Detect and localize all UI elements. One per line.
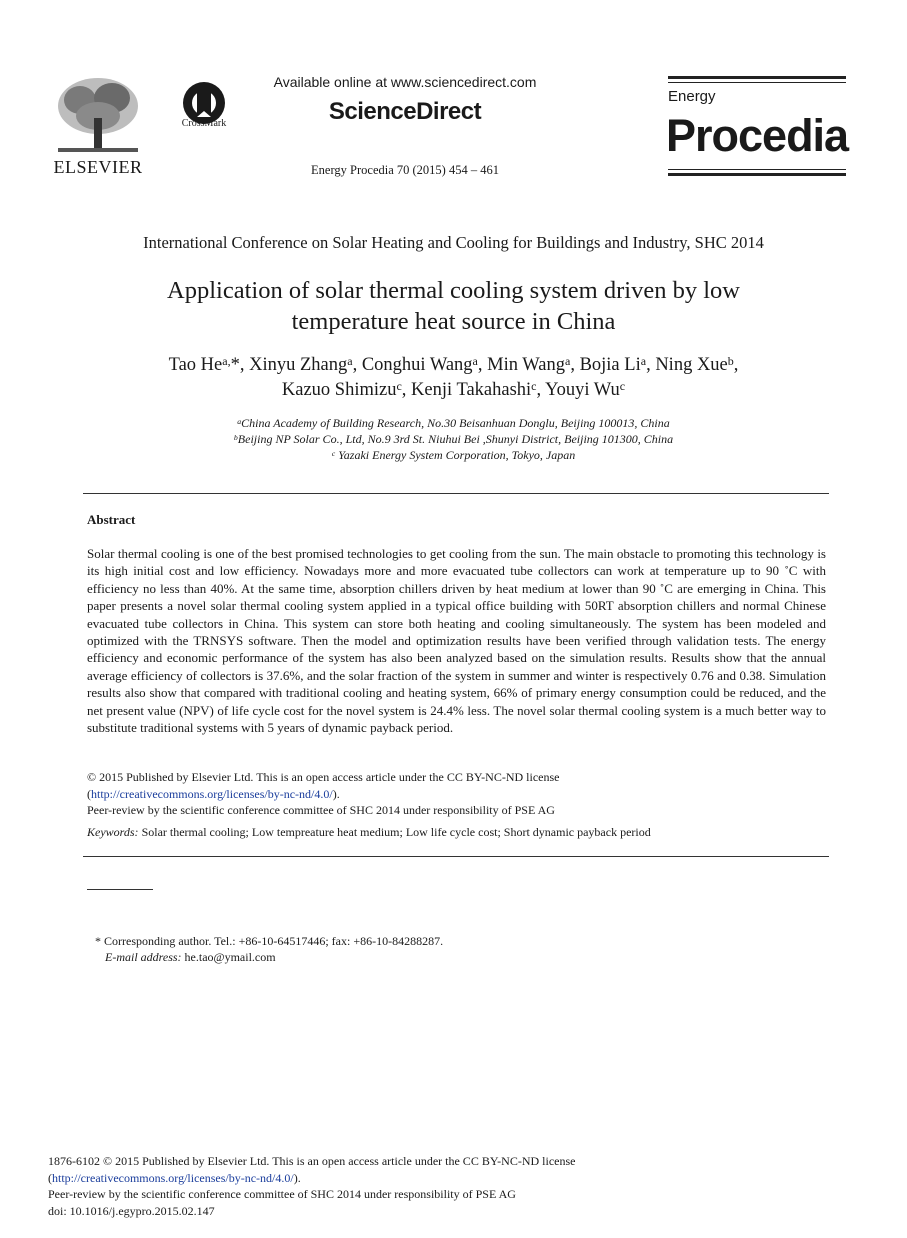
abstract-body: Solar thermal cooling is one of the best promised technologies to get cooling from the sun. The main obstacle to promoting this technology is its high initial cost and low efficiency. Nowadays more and more evacuated tube collectors can work at temperature up to 90 ˚C with efficiency no less than 40%. At the same time, absorption chillers driven by heat medium at lower than 90 ˚C are emerging in China. This paper presents a novel solar thermal cooling system applied in a typical office building with 50RT absorption chillers and normal Chinese evacuated tube collectors in China. This system can store both heating and cooling simultaneously. The system has been modeled and optimized with the TRNSYS software. Then the model and optimization results have been verified through validation tests. The energy efficiency and economic performance of the system has also been analyzed based on the simulation results. Results show that the annual average efficiency of collectors is 37.6%, and the solar fraction of the system in summer and winter is respectively 0.76 and 0.38. Simulation results also show that compared with traditional cooling and heating system, 66% of primary energy consumption could be reduced, and the net present value (NPV) of life cycle cost for the novel system is 24.4% less. The novel solar thermal cooling system is a much better way to substitute traditional systems with 5 years of dynamic payback period. xyxy=(87,546,826,736)
section-divider xyxy=(83,493,829,494)
email-address[interactable]: he.tao@ymail.com xyxy=(181,950,276,964)
keywords-text: Solar thermal cooling; Low tempreature heat medium; Low life cycle cost; Short dynamic payback period xyxy=(138,825,651,839)
affiliation xyxy=(60,415,847,431)
sciencedirect-brand[interactable]: ScienceDirect xyxy=(328,98,482,125)
issn-license-line: 1876-6102 © 2015 Published by Elsevier Ltd. This is an open access article under the CC BY-NC-ND license xyxy=(48,1154,576,1168)
author-sep: , xyxy=(733,355,739,375)
doi[interactable]: doi: 10.1016/j.egypro.2015.02.147 xyxy=(48,1203,215,1218)
paper-title xyxy=(60,275,847,337)
footnote-rule xyxy=(87,889,153,890)
author-name: Kazuo Shimizu xyxy=(281,380,397,400)
author-affil-mark: c xyxy=(396,378,402,393)
author-affil-mark: c xyxy=(531,378,537,393)
paren: ). xyxy=(293,1170,301,1185)
paren: ( xyxy=(48,1170,52,1185)
license-block xyxy=(87,769,826,819)
keywords xyxy=(87,825,826,840)
peer-review-line: Peer-review by the scientific conference committee of SHC 2014 under responsibility of PSE AG xyxy=(87,803,555,817)
author-affil-mark: b xyxy=(727,353,734,368)
title-line: Application of solar thermal cooling system driven by low xyxy=(167,277,740,304)
keywords-label: Keywords: xyxy=(87,825,139,839)
footnote xyxy=(95,933,795,965)
affiliation xyxy=(60,431,847,447)
author-affil-mark: a xyxy=(564,353,571,368)
license-link[interactable]: http://creativecommons.org/licenses/by-nc-nd/4.0/ xyxy=(91,786,333,801)
affiliation-text: China Academy of Building Research, No.30 Beisanhuan Donglu, Beijing 100013, China xyxy=(241,416,670,430)
author-name: Bojia Li xyxy=(579,355,641,375)
author-name: Ning Xue xyxy=(655,355,728,375)
author-name: Tao He xyxy=(168,355,223,375)
author-name: Youyi Wu xyxy=(545,380,620,400)
affiliation xyxy=(60,447,847,463)
title-line: temperature heat source in China xyxy=(291,308,616,335)
corresponding-author: * Corresponding author. Tel.: +86-10-64517446; fax: +86-10-84288287. xyxy=(95,934,444,948)
author-name: Kenji Takahashi xyxy=(411,380,532,400)
email-line xyxy=(95,949,795,965)
author-affil-mark: a xyxy=(347,353,353,368)
paren: ). xyxy=(332,786,340,801)
author-affil-mark: a xyxy=(640,353,647,368)
bottom-license-block xyxy=(48,1153,848,1219)
author-affil-mark: c xyxy=(619,378,626,393)
author-name: Xinyu Zhang xyxy=(249,355,348,375)
abstract-heading: Abstract xyxy=(87,512,136,527)
journal-logo-small: Energy xyxy=(668,88,716,105)
author-affil-mark: a, xyxy=(222,353,231,368)
journal-logo-rule xyxy=(668,169,846,170)
affiliation-mark: c xyxy=(331,448,336,458)
author-sep: , xyxy=(646,355,656,375)
email-label: E-mail address: xyxy=(105,950,182,964)
author-sep: , xyxy=(352,355,362,375)
available-online-text[interactable]: Available online at www.sciencedirect.com xyxy=(273,74,537,90)
author-sep: *, xyxy=(230,355,250,375)
author-sep: , xyxy=(570,355,580,375)
journal-logo-large: Procedia xyxy=(666,110,849,161)
affiliation-text: Yazaki Energy System Corporation, Tokyo, Japan xyxy=(335,448,576,462)
affiliation-mark: b xyxy=(233,432,238,442)
journal-reference: Energy Procedia 70 (2015) 454 – 461 xyxy=(311,163,499,177)
author-name: Min Wang xyxy=(487,355,565,375)
author-sep: , xyxy=(536,380,546,400)
author-affil-mark: a xyxy=(472,353,478,368)
license-link-line xyxy=(48,1170,848,1187)
conference-name: International Conference on Solar Heating and Cooling for Buildings and Industry, SHC 2014 xyxy=(143,233,764,252)
journal-logo-rule xyxy=(668,76,846,79)
section-divider xyxy=(83,856,829,857)
affiliation-mark: a xyxy=(237,416,242,426)
crossmark-label: CrossMark xyxy=(181,118,227,129)
publisher-logo-label: ELSEVIER xyxy=(53,157,143,177)
license-line: © 2015 Published by Elsevier Ltd. This is an open access article under the CC BY-NC-ND license xyxy=(87,770,560,784)
author-list xyxy=(60,353,847,403)
affiliation-text: Beijing NP Solar Co., Ltd, No.9 3rd St. Niuhui Bei ,Shunyi District, Beijing 101300, China xyxy=(237,432,674,446)
license-link[interactable]: http://creativecommons.org/licenses/by-nc-nd/4.0/ xyxy=(52,1170,294,1185)
journal-logo-rule xyxy=(668,173,846,176)
author-sep: , xyxy=(477,355,488,375)
affiliation-list xyxy=(60,415,847,463)
peer-review-line: Peer-review by the scientific conference committee of SHC 2014 under responsibility of PSE AG xyxy=(48,1187,516,1201)
paren: ( xyxy=(87,786,91,801)
author-sep: , xyxy=(401,380,412,400)
license-link-line xyxy=(87,786,826,803)
author-name: Conghui Wang xyxy=(361,355,473,375)
journal-logo-rule xyxy=(668,82,846,83)
